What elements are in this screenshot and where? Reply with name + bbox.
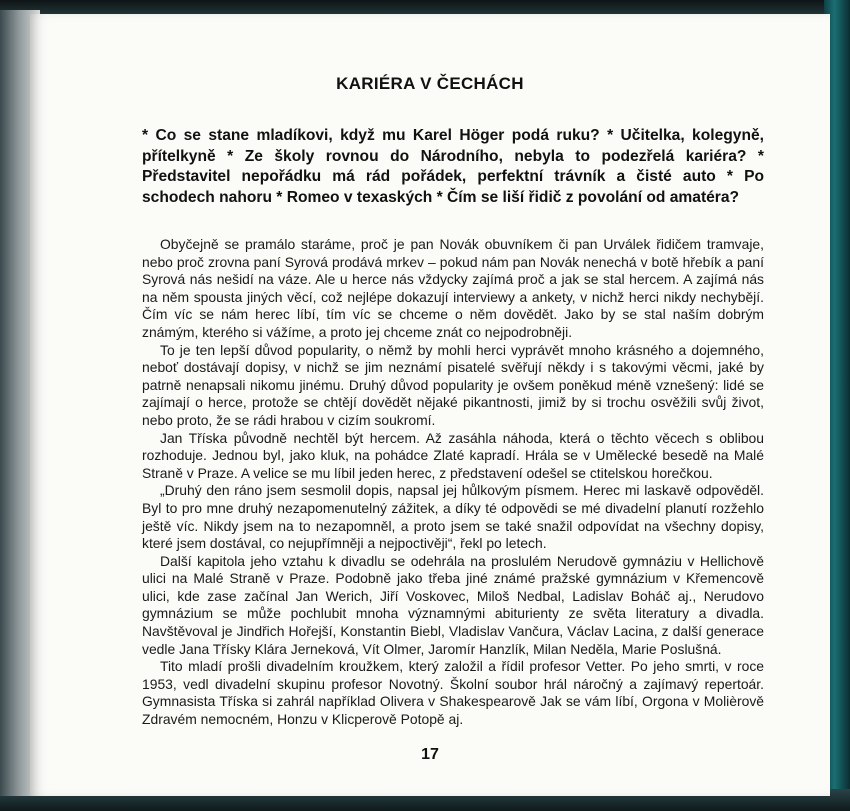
paragraph: To je ten lepší důvod popularity, o němž by mohli herci vyprávět mnoho krásného a dojemného, neboť dostávají dopisy, v nichž se jim neznámí pisatelé svěřují někdy i s takovými věcmi, jaké by patrně nenapsali nikomu jinému. Druhý důvod popularity je ovšem poněkud méně vznešený: lidé se zajímají o herce, protože se chtějí dovědět nějaké pikantnosti, jimiž by si trochu osvěžili svůj život, nebo proto, že se rádi hrabou v cizím soukromí. bbox=[142, 341, 764, 428]
paragraph: Další kapitola jeho vztahu k divadlu se odehrála na proslulém Nerudově gymnáziu v Hellichově ulici na Malé Straně v Praze. Podobně jako třeba jiné známé pražské gymnázium v Křemencově ulici, kde zase začínal Jan Werich, Jiří Voskovec, Miloš Nedbal, Ladislav Boháč aj., Nerudovo gymnázium se může pochlubit mnoha významnými abiturienty ze světa literatury a divadla. Navštěvoval je Jindřich Hořejší, Konstantin Biebl, Vladislav Vančura, Václav Lacina, z další generace vedle Jana Třísky Klára Jerneková, Vít Olmer, Jaromír Hanzlík, Milan Neděla, Marie Poslušná. bbox=[142, 552, 764, 657]
chapter-lead: * Co se stane mladíkovi, když mu Karel Höger podá ruku? * Učitelka, kolegyně, přítelkyně * Ze školy rovnou do Národního, nebyla to podezřelá kariéra? * Představitel nepořádku má rád pořádek, perfektní trávník a čisté auto * Po schodech nahoru * Romeo v texaských * Čím se liší řidič z povolání od amatéra? bbox=[142, 127, 764, 206]
paragraph: „Druhý den ráno jsem sesmolil dopis, napsal jej hůlkovým písmem. Herec mi laskavě odpověděl. Byl to pro mne druhý nezapomenutelný zážitek, a díky té odpovědi se mé divadelní planutí rozžehlo ještě víc. Nikdy jsem na to nezapomněl, a proto jsem se také snažil odpovídat na všechny dopisy, které jsem dostával, co nejupřímněji a nejpoctivěji“, řekl po letech. bbox=[142, 482, 764, 552]
chapter-body bbox=[142, 236, 764, 729]
paragraph: Tito mladí prošli divadelním kroužkem, který založil a řídil profesor Vetter. Po jeho smrti, v roce 1953, vedl divadelní skupinu profesor Novotný. Školní soubor hrál náročný a zajímavý repertoár. Gymnasista Tříska si zahrál například Olivera v Shakespearově Jak se vám líbí, Orgona v Molièrově Zdravém nemocném, Honzu v Klicperově Potopě aj. bbox=[142, 658, 764, 728]
paragraph: Jan Tříska původně nechtěl být hercem. Až zasáhla náhoda, která o těchto věcech s oblibou rozhoduje. Jednou byl, jako kluk, na pohádce Zlaté kapradí. Hrála se v Umělecké besedě na Malé Straně v Praze. A velice se mu líbil jeden herec, z představení odešel se ctitelskou horečkou. bbox=[142, 429, 764, 481]
chapter-heading: KARIÉRA V ČECHÁCH bbox=[336, 74, 524, 93]
page-number: 17 bbox=[421, 746, 439, 763]
book-page bbox=[30, 14, 830, 796]
paragraph: Obyčejně se pramálo staráme, proč je pan Novák obuvníkem či pan Urválek řidičem tramvaje, nebo proč zrovna paní Syrová prodává mrkev – pokud nám pan Novák nenechá v botě hřebík a paní Syrová nás nešidí na váze. Ale u herce nás vždycky zajímá proč a jak se stal hercem. A zajímá nás na něm spousta jiných věcí, což nejlépe dokazují interviewy a ankety, v nichž herci nikdy nechybějí. Čím víc se nám herec líbí, tím víc se chceme o něm dovědět. Jako by se stal naším dobrým známým, kterého si vážíme, a proto jej chceme znát co nejpodrobněji. bbox=[142, 236, 764, 340]
